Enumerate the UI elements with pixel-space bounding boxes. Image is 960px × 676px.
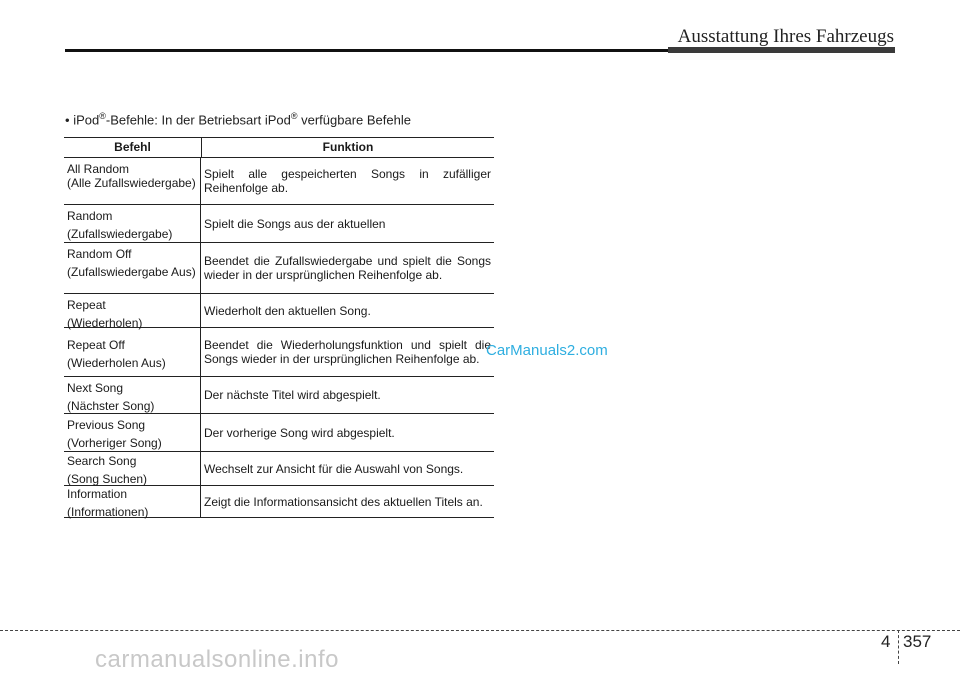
table-row (64, 243, 494, 294)
page-header-title: Ausstattung Ihres Fahrzeugs (677, 26, 894, 47)
command-function: Beendet die Zufallswiedergabe und spielt die Songs wieder in der ursprünglichen Reihenfolge ab. (204, 254, 491, 282)
header-function: Funktion (322, 140, 374, 154)
page-divider (898, 630, 899, 664)
command-translation: (Zufallswiedergabe) (67, 227, 173, 241)
command-translation: (Wiederholen) (67, 316, 143, 330)
table-row (64, 452, 494, 486)
table-row (64, 414, 494, 452)
watermark: CarManuals2.com (486, 342, 608, 359)
command-name: Search Song (67, 454, 137, 468)
table-header (64, 138, 494, 158)
command-translation: (Wiederholen Aus) (67, 356, 166, 370)
registered-mark-2: ® (290, 111, 298, 121)
command-name: Random (67, 209, 113, 223)
command-name: Repeat (67, 298, 106, 312)
command-function: Spielt die Songs aus der aktuellen (204, 216, 386, 231)
command-name: Random Off (67, 247, 132, 261)
page-number: 357 (903, 632, 932, 651)
command-function: Der nächste Titel wird abgespielt. (204, 388, 381, 402)
command-name: Repeat Off (67, 338, 125, 352)
intro-text-3: verfügbare Befehle (297, 112, 411, 128)
command-translation: (Alle Zufallswiedergabe) (67, 176, 196, 190)
command-name: Information (67, 487, 128, 501)
table-row (64, 377, 494, 414)
chapter-number: 4 (881, 632, 891, 651)
intro-text-2: -Befehle: In der Betriebsart iPod (105, 112, 291, 128)
table-row (64, 328, 494, 377)
command-function: Beendet die Wiederholungsfunktion und spielt die Songs wieder in der ursprünglichen Reihenfolge ab. (204, 338, 491, 366)
intro-line (65, 111, 411, 127)
header-command: Befehl (64, 138, 202, 157)
command-name: Next Song (67, 381, 124, 395)
registered-mark: ® (99, 111, 106, 121)
table-row (64, 205, 494, 243)
command-function: Der vorherige Song wird abgespielt. (204, 425, 395, 440)
command-function: Wechselt zur Ansicht für die Auswahl von Songs. (204, 461, 464, 476)
command-translation: (Nächster Song) (67, 399, 155, 413)
intro-text-1: iPod (73, 112, 100, 128)
header-rule-accent (668, 47, 895, 53)
command-translation: (Song Suchen) (67, 472, 148, 486)
bullet: • (65, 112, 70, 128)
command-translation: (Zufallswiedergabe Aus) (67, 265, 196, 279)
command-translation: (Vorheriger Song) (67, 436, 162, 450)
footer-watermark: carmanualsonline.info (95, 646, 339, 673)
table-row (64, 486, 494, 518)
command-translation: (Informationen) (67, 505, 149, 519)
command-function: Wiederholt den aktuellen Song. (204, 303, 371, 318)
table-row (64, 158, 494, 205)
command-function: Zeigt die Informationsansicht des aktuellen Titels an. (204, 494, 483, 509)
commands-table (64, 137, 494, 518)
command-name: Previous Song (67, 418, 146, 432)
footer-rule (0, 630, 960, 631)
table-row (64, 294, 494, 328)
command-function: Spielt alle gespeicherten Songs in zufälliger Reihenfolge ab. (204, 167, 491, 195)
command-name: All Random (67, 162, 130, 176)
